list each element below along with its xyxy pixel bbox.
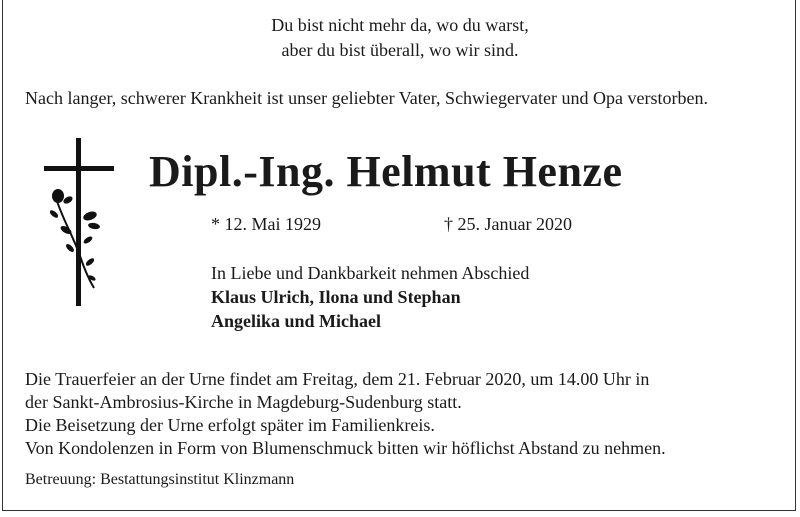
birth-date: * 12. Mai 1929 bbox=[211, 214, 321, 234]
funeral-home-credit: Betreuung: Bestattungsinstitut Klinzmann bbox=[25, 471, 295, 488]
mourners-line-2: Angelika und Michael bbox=[211, 311, 382, 331]
death-date: † 25. Januar 2020 bbox=[444, 214, 572, 234]
deceased-name: Dipl.-Ing. Helmut Henze bbox=[149, 147, 623, 196]
cross-with-rose-icon bbox=[44, 138, 114, 306]
intro-text: Nach langer, schwerer Krankheit ist unser geliebter Vater, Schwiegervater und Opa verstorben. bbox=[25, 88, 708, 108]
quote-line-2: aber du bist überall, wo wir sind. bbox=[281, 40, 519, 60]
details-line-4: Von Kondolenzen in Form von Blumenschmuck bitten wir höflichst Abstand zu nehmen. bbox=[25, 438, 666, 458]
mourners-intro: In Liebe und Dankbarkeit nehmen Abschied bbox=[211, 263, 530, 283]
quote-line-1: Du bist nicht mehr da, wo du warst, bbox=[271, 15, 529, 35]
details-line-1: Die Trauerfeier an der Urne findet am Freitag, dem 21. Februar 2020, um 14.00 Uhr in bbox=[25, 369, 650, 389]
funeral-details bbox=[25, 368, 781, 460]
details-line-2: der Sankt-Ambrosius-Kirche in Magdeburg-Sudenburg statt. bbox=[25, 392, 462, 412]
details-line-3: Die Beisetzung der Urne erfolgt später im Familienkreis. bbox=[25, 415, 435, 435]
mourners-block bbox=[211, 261, 529, 333]
memorial-quote bbox=[3, 13, 797, 63]
obituary-notice bbox=[2, 0, 796, 511]
mourners-line-1: Klaus Ulrich, Ilona und Stephan bbox=[211, 287, 461, 307]
